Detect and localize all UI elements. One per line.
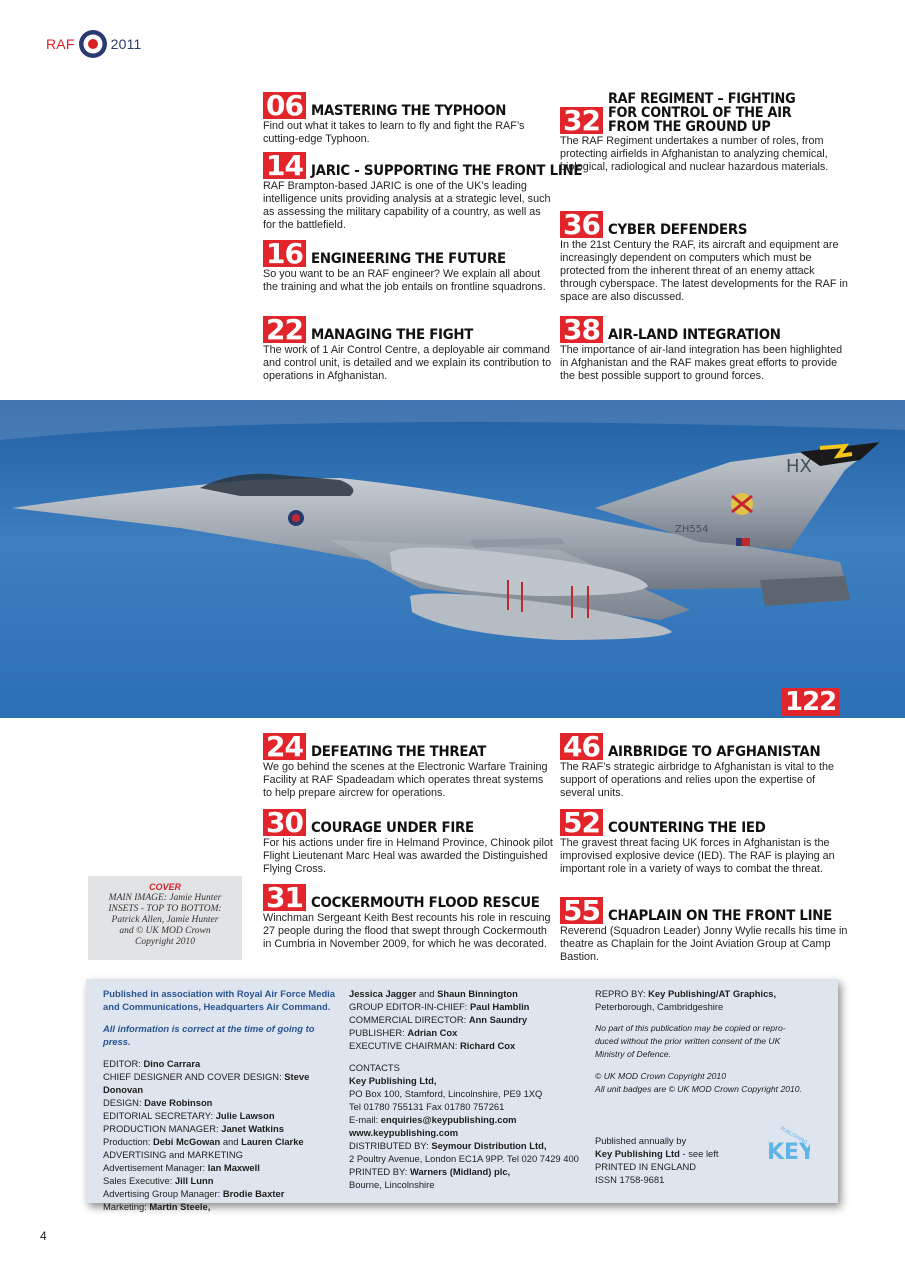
credit-label: Bourne, Lincolnshire xyxy=(349,1179,435,1190)
contents-entry[interactable] xyxy=(263,237,553,294)
publisher-suffix: - see left xyxy=(679,1148,719,1159)
page-number-badge: 24 xyxy=(263,733,306,760)
repro-place: Peterborough, Cambridgeshire xyxy=(595,1001,724,1012)
fuselage-roundel-icon xyxy=(288,510,304,526)
credit-line xyxy=(103,1109,343,1122)
credit-line xyxy=(103,1187,343,1200)
credit-line xyxy=(349,1039,585,1052)
contents-entry-title: AIRBRIDGE TO AFGHANISTAN xyxy=(607,744,821,760)
contents-entry[interactable] xyxy=(560,730,850,800)
credit-line xyxy=(349,1100,585,1113)
credit-value: Janet Watkins xyxy=(221,1123,284,1134)
credit-value: Jessica Jagger xyxy=(349,988,417,999)
contents-entry-heading xyxy=(263,806,553,839)
repro-line xyxy=(595,987,827,1000)
key-logo-icon xyxy=(766,1119,810,1163)
page-number-badge: 36 xyxy=(560,211,603,238)
credit-label: EXECUTIVE CHAIRMAN: xyxy=(349,1040,460,1051)
credit-line xyxy=(349,1152,585,1165)
credit-line xyxy=(349,1000,585,1013)
contents-entry-description: The importance of air-land integration has been highlighted in Afghanistan and the RAF makes great efforts to provide the best possible support to ground forces. xyxy=(560,344,843,382)
credit-label: EDITOR: xyxy=(103,1058,144,1069)
published-annually: Published annually by xyxy=(595,1135,687,1146)
credit-label: DESIGN: xyxy=(103,1097,145,1108)
credit-value: Julie Lawson xyxy=(215,1110,275,1121)
credit-label: PRINTED BY: xyxy=(349,1166,410,1177)
credit-value: Seymour Distribution Ltd, xyxy=(431,1140,547,1151)
page-number-badge: 52 xyxy=(560,809,603,836)
page-folio: 4 xyxy=(40,1229,47,1243)
credit-line xyxy=(103,1174,343,1187)
publisher-name: Key Publishing Ltd xyxy=(595,1148,680,1159)
credit-label: 2 Poultry Avenue, London EC1A 9PP. Tel 020 7429 400 xyxy=(349,1153,579,1164)
header-brand: RAF xyxy=(46,36,75,52)
credit-line xyxy=(349,1074,585,1087)
contents-entry-description: The RAF’s strategic airbridge to Afghanistan is vital to the support of operations and relies upon the expertise of several units. xyxy=(560,761,835,799)
credit-label: Production: xyxy=(103,1136,154,1147)
contents-entry-heading xyxy=(263,237,553,270)
credits-column-2 xyxy=(349,987,585,1191)
credit-value2: Shaun Binnington xyxy=(437,988,518,999)
credit-value: Warners (Midland) plc, xyxy=(409,1166,511,1177)
association-line: and Communications, Headquarters Air Command. xyxy=(103,1001,331,1012)
contents-entry-title: COURAGE UNDER FIRE xyxy=(310,820,474,836)
credit-value: Ian Maxwell xyxy=(207,1162,260,1173)
credit-value: Debi McGowan xyxy=(153,1136,221,1147)
credit-line xyxy=(349,1013,585,1026)
credit-value: Dino Carrara xyxy=(143,1058,201,1069)
key-logo-text: KEY xyxy=(767,1140,810,1163)
contents-entry-title: COUNTERING THE IED xyxy=(607,820,766,836)
credit-label2: and xyxy=(220,1136,242,1147)
credit-value: Richard Cox xyxy=(459,1040,516,1051)
contents-entry-heading xyxy=(263,881,553,914)
cover-caption-line: Patrick Allen, Jamie Hunter xyxy=(111,915,219,925)
contents-entry-description: Winchman Sergeant Keith Best recounts his role in rescuing 27 people during the flood that swept through Cockermouth in Cumbria in November 2009, for which he was decorated. xyxy=(263,912,551,950)
page-number-badge: 31 xyxy=(263,884,306,911)
association-line: Published in association with Royal Air Force Media xyxy=(103,988,335,999)
tornado-image xyxy=(0,400,905,718)
contents-entry-heading xyxy=(560,208,850,241)
printed-in: PRINTED IN ENGLAND xyxy=(595,1161,697,1172)
cover-caption-line: and © UK MOD Crown xyxy=(119,926,211,936)
contents-entry-title: DEFEATING THE THREAT xyxy=(310,744,487,760)
credit-value2: Lauren Clarke xyxy=(241,1136,304,1147)
credit-line xyxy=(103,1161,343,1174)
page-number-badge: 32 xyxy=(560,107,603,134)
credit-value: enquiries@keypublishing.com xyxy=(380,1114,517,1125)
cover-caption-line: INSETS - TOP TO BOTTOM: xyxy=(108,904,222,914)
credit-label: Marketing: xyxy=(103,1201,150,1212)
repro-label: REPRO BY: xyxy=(595,988,649,999)
contents-entry-heading xyxy=(263,149,583,182)
contents-entry-description: Reverend (Squadron Leader) Jonny Wylie recalls his time in theatre as Chaplain for the Joint Aviation Group at Camp Bastion. xyxy=(560,925,848,963)
credit-value: Brodie Baxter xyxy=(222,1188,285,1199)
credit-value: Ann Saundry xyxy=(468,1014,528,1025)
header-year: 2011 xyxy=(110,36,142,52)
management-list xyxy=(349,987,585,1052)
contents-entry-heading xyxy=(560,894,850,927)
credit-label: PUBLISHER: xyxy=(349,1027,408,1038)
copyright-line: Ministry of Defence. xyxy=(595,1049,671,1059)
credit-label2: and xyxy=(416,988,438,999)
cover-caption-line: MAIN IMAGE: Jamie Hunter xyxy=(108,893,222,903)
credit-label: PO Box 100, Stamford, Lincolnshire, PE9 1XQ xyxy=(349,1088,543,1099)
credit-label: Advertising Group Manager: xyxy=(103,1188,223,1199)
contents-entry-title: CHAPLAIN ON THE FRONT LINE xyxy=(607,908,833,924)
contacts-list xyxy=(349,1074,585,1191)
page-number-badge: 22 xyxy=(263,316,306,343)
cover-caption-box xyxy=(88,876,242,960)
credit-value: www.keypublishing.com xyxy=(349,1127,459,1138)
contents-entry-description: So you want to be an RAF engineer? We explain all about the training and what the job entails on frontline squadrons. xyxy=(263,268,546,293)
contents-entry[interactable] xyxy=(560,806,850,876)
credit-value: Key Publishing Ltd, xyxy=(349,1075,437,1086)
contents-entry-heading xyxy=(560,313,850,346)
key-logo-small-text: PUBLISHING xyxy=(779,1125,809,1146)
credits-panel xyxy=(86,979,838,1212)
credit-line xyxy=(349,987,585,1000)
contents-entry-description: The gravest threat facing UK forces in Afghanistan is the improvised explosive device (IED). The RAF is playing an important role in a variety of ways to combat the threat. xyxy=(560,837,835,875)
contents-entry[interactable] xyxy=(560,208,850,304)
credit-value: Adrian Cox xyxy=(407,1027,458,1038)
contents-entry-description: For his actions under fire in Helmand Province, Chinook pilot Flight Lieutenant Marc Heal was awarded the Distinguished Flying Cross. xyxy=(263,837,553,875)
credit-line xyxy=(349,1026,585,1039)
contents-entry[interactable] xyxy=(560,313,850,383)
page-number-badge: 06 xyxy=(263,92,306,119)
credit-line xyxy=(349,1113,585,1126)
contents-entry-title: RAF REGIMENT – FIGHTING FOR CONTROL OF THE AIR FROM THE GROUND UP xyxy=(607,91,796,135)
cover-caption-title: COVER xyxy=(148,882,181,892)
photo-page-number: 122 xyxy=(782,688,839,716)
credit-label: COMMERCIAL DIRECTOR: xyxy=(349,1014,469,1025)
contents-entry-heading xyxy=(560,806,850,839)
credit-line xyxy=(103,1096,343,1109)
page-number-badge: 46 xyxy=(560,733,603,760)
contents-entry[interactable] xyxy=(263,89,553,146)
credit-line xyxy=(103,1148,343,1161)
contents-entry-description: In the 21st Century the RAF, its aircraft and equipment are increasingly dependent on computers which must be protected from the inherent threat of an enemy attack through cyberspace. The latest developments for the RAF in space are also discussed. xyxy=(560,239,848,303)
contents-entry-title: MASTERING THE TYPHOON xyxy=(310,103,507,119)
page-number-badge: 16 xyxy=(263,240,306,267)
contents-entry[interactable] xyxy=(263,313,553,383)
credit-label: Sales Executive: xyxy=(103,1175,175,1186)
copyright-line: duced without the prior written consent of the UK xyxy=(595,1036,781,1046)
page-number-badge: 30 xyxy=(263,809,306,836)
credit-label: ADVERTISING and MARKETING xyxy=(103,1149,243,1160)
squadron-badge-icon xyxy=(731,493,753,515)
contacts-heading: CONTACTS xyxy=(349,1062,400,1073)
page-number-badge: 14 xyxy=(263,152,306,179)
aircraft-serial: ZH554 xyxy=(675,524,709,535)
credit-label: DISTRIBUTED BY: xyxy=(349,1140,432,1151)
credit-label: PRODUCTION MANAGER: xyxy=(103,1123,222,1134)
contents-entry[interactable] xyxy=(263,806,553,876)
contents-entry[interactable] xyxy=(263,149,583,232)
credit-label: E-mail: xyxy=(349,1114,381,1125)
contents-entry-title: ENGINEERING THE FUTURE xyxy=(310,251,506,267)
staff-list xyxy=(103,1057,343,1213)
contents-entry-title: MANAGING THE FIGHT xyxy=(310,327,474,343)
crown-copyright-line: © UK MOD Crown Copyright 2010 xyxy=(595,1071,726,1081)
credit-value: Steve Donovan xyxy=(103,1071,310,1095)
contents-entry-title: COCKERMOUTH FLOOD RESCUE xyxy=(310,895,540,911)
tail-code: HX xyxy=(786,456,812,477)
credit-label: Tel 01780 755131 Fax 01780 757261 xyxy=(349,1101,505,1112)
contents-entry-title: AIR-LAND INTEGRATION xyxy=(607,327,781,343)
contents-entry[interactable] xyxy=(560,92,850,174)
credit-line xyxy=(103,1070,343,1096)
issn: ISSN 1758-9681 xyxy=(595,1174,665,1185)
contents-entry-description: We go behind the scenes at the Electronic Warfare Training Facility at RAF Spadeadam which operates threat systems to help prepare aircrew for operations. xyxy=(263,761,548,799)
credit-line xyxy=(103,1135,343,1148)
credit-line xyxy=(103,1057,343,1070)
credit-line xyxy=(103,1200,343,1213)
contents-entry-description: The work of 1 Air Control Centre, a deployable air command and control unit, is detailed and we explain its contribution to operations in Afghanistan. xyxy=(263,344,552,382)
credit-value: Paul Hamblin xyxy=(470,1001,530,1012)
credit-label: GROUP EDITOR-IN-CHIEF: xyxy=(349,1001,471,1012)
credit-label: EDITORIAL SECRETARY: xyxy=(103,1110,216,1121)
cover-caption-line: Copyright 2010 xyxy=(135,937,195,947)
contents-entry-heading xyxy=(263,730,553,763)
contents-entry-title: CYBER DEFENDERS xyxy=(607,222,748,238)
contents-entry-description: The RAF Regiment undertakes a number of roles, from protecting airfields in Afghanistan to analyzing chemical, biological, radiological and nuclear hazardous materials. xyxy=(560,135,829,173)
contents-entry-title: JARIC - SUPPORTING THE FRONT LINE xyxy=(310,163,583,179)
credit-value: Dave Robinson xyxy=(144,1097,213,1108)
key-publishing-logo xyxy=(766,1119,810,1163)
credit-line xyxy=(349,1165,585,1178)
credit-label: CHIEF DESIGNER AND COVER DESIGN: xyxy=(103,1071,285,1082)
tornado-photo xyxy=(0,400,905,718)
contents-entry[interactable] xyxy=(560,894,850,964)
contents-entry-heading xyxy=(263,89,553,122)
contents-entry-description: Find out what it takes to learn to fly and fight the RAF’s cutting-edge Typhoon. xyxy=(263,120,525,145)
credit-label: Advertisement Manager: xyxy=(103,1162,208,1173)
contents-entry-heading xyxy=(560,91,850,137)
credit-line xyxy=(103,1122,343,1135)
raf-roundel-icon xyxy=(78,29,108,59)
magazine-header xyxy=(46,28,142,60)
repro-value: Key Publishing/AT Graphics, xyxy=(648,988,777,999)
credit-line xyxy=(349,1126,585,1139)
credits-column-1 xyxy=(103,987,343,1213)
crown-copyright-line: All unit badges are © UK MOD Crown Copyright 2010. xyxy=(595,1084,802,1094)
contents-entry-description: RAF Brampton-based JARIC is one of the UK’s leading intelligence units providing analysis at a strategic level, such as assessing the military capability of a country, as well as for the battlefield. xyxy=(263,180,551,231)
contents-entry[interactable] xyxy=(263,881,553,951)
contents-entry-heading xyxy=(263,313,553,346)
correctness-note: All information is correct at the time of going to press. xyxy=(103,1023,315,1047)
credit-value: Martin Steele, xyxy=(149,1201,211,1212)
credit-line xyxy=(349,1139,585,1152)
page-number-badge: 55 xyxy=(560,897,603,924)
copyright-line: No part of this publication may be copied or repro- xyxy=(595,1023,786,1033)
credit-line xyxy=(349,1087,585,1100)
credit-value: Jill Lunn xyxy=(174,1175,214,1186)
contents-entry[interactable] xyxy=(263,730,553,800)
contents-entry-heading xyxy=(560,730,850,763)
page-number-badge: 38 xyxy=(560,316,603,343)
credit-line xyxy=(349,1178,585,1191)
